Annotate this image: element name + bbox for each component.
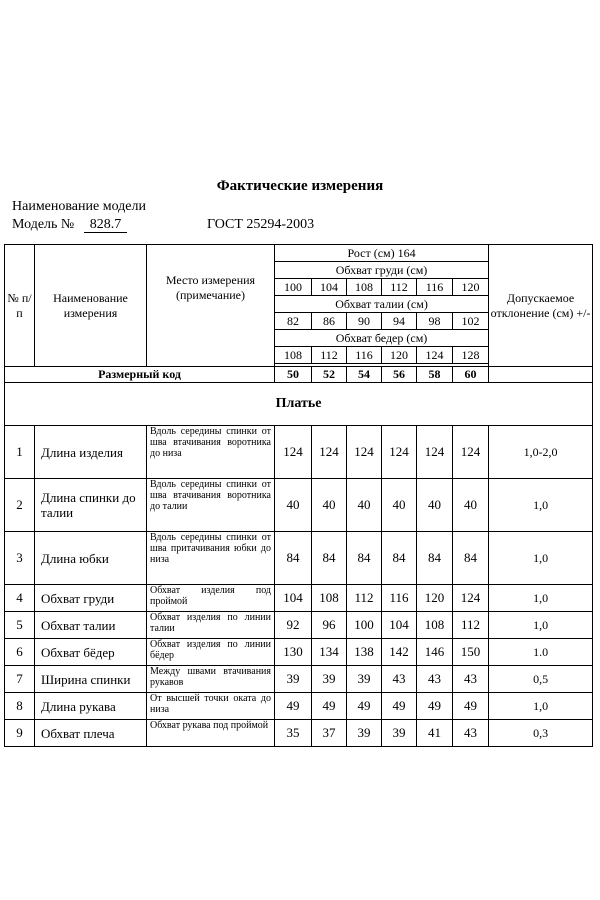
- measurement-value: 43: [453, 720, 489, 747]
- header-waist: Обхват талии (см): [275, 296, 489, 313]
- chest-value: 108: [347, 279, 382, 296]
- measurement-place: [147, 479, 275, 532]
- measurement-place-text: Обхват изделия по линии талии: [150, 612, 271, 634]
- measurement-value: 37: [312, 720, 347, 747]
- row-number: 2: [5, 479, 35, 532]
- measurement-name: Обхват груди: [35, 585, 147, 612]
- row-number: 3: [5, 532, 35, 585]
- measurement-value: 104: [275, 585, 312, 612]
- measurement-value: 116: [382, 585, 417, 612]
- row-number: 7: [5, 666, 35, 693]
- row-number: 4: [5, 585, 35, 612]
- size-code: 52: [312, 367, 347, 383]
- measurement-place-text: Обхват изделия под проймой: [150, 585, 271, 607]
- measurement-place: [147, 426, 275, 479]
- measurement-place: [147, 666, 275, 693]
- measurement-value: 40: [417, 479, 453, 532]
- hips-value: 128: [453, 347, 489, 364]
- chest-value: 100: [275, 279, 312, 296]
- measurement-value: 49: [312, 693, 347, 720]
- measurement-place: [147, 639, 275, 666]
- measurement-value: 124: [312, 426, 347, 479]
- measurement-name: Длина рукава: [35, 693, 147, 720]
- measurement-value: 39: [382, 720, 417, 747]
- waist-value: 98: [417, 313, 453, 330]
- table-row: [5, 426, 593, 479]
- measurement-place-text: От высшей точки оката до низа: [150, 693, 271, 715]
- measurement-value: 40: [382, 479, 417, 532]
- measurement-value: 108: [417, 612, 453, 639]
- header-chest: Обхват груди (см): [275, 262, 489, 279]
- measurement-value: 124: [382, 426, 417, 479]
- measurement-value: 124: [275, 426, 312, 479]
- size-code: 54: [347, 367, 382, 383]
- measurement-value: 49: [417, 693, 453, 720]
- measurement-name: Обхват плеча: [35, 720, 147, 747]
- model-number-line: [12, 217, 127, 233]
- chest-value: 120: [453, 279, 489, 296]
- waist-value: 94: [382, 313, 417, 330]
- measurement-value: 146: [417, 639, 453, 666]
- measurement-place: [147, 532, 275, 585]
- measurement-place: [147, 612, 275, 639]
- section-title: Платье: [5, 383, 593, 426]
- measurement-value: 104: [382, 612, 417, 639]
- measurement-value: 84: [453, 532, 489, 585]
- measurement-value: 124: [453, 585, 489, 612]
- measurement-value: 40: [275, 479, 312, 532]
- header-number: № п/п: [5, 245, 35, 367]
- tolerance-value: 1,0-2,0: [489, 426, 593, 479]
- measurement-value: 84: [275, 532, 312, 585]
- measurement-place: [147, 693, 275, 720]
- measurement-value: 112: [453, 612, 489, 639]
- measurement-place-text: Обхват рукава под проймой: [150, 720, 269, 731]
- measurement-value: 49: [382, 693, 417, 720]
- hips-value: 108: [275, 347, 312, 364]
- measurement-value: 39: [347, 720, 382, 747]
- measurement-name: Длина юбки: [35, 532, 147, 585]
- section-row: [5, 383, 593, 426]
- table-row: [5, 532, 593, 585]
- size-code: 56: [382, 367, 417, 383]
- tolerance-value: 0,3: [489, 720, 593, 747]
- measurement-value: 39: [347, 666, 382, 693]
- waist-value: 82: [275, 313, 312, 330]
- measurement-place-text: Вдоль середины спинки от шва втачивания воротника до низа: [150, 426, 271, 459]
- table-row: [5, 612, 593, 639]
- tolerance-value: 1,0: [489, 585, 593, 612]
- chest-value: 116: [417, 279, 453, 296]
- table-row: [5, 666, 593, 693]
- size-code: 58: [417, 367, 453, 383]
- measurement-value: 100: [347, 612, 382, 639]
- model-label: Модель №: [12, 217, 75, 232]
- waist-value: 90: [347, 313, 382, 330]
- model-name-label: Наименование модели: [12, 199, 146, 214]
- header-hips: Обхват бедер (см): [275, 330, 489, 347]
- measurement-value: 150: [453, 639, 489, 666]
- tolerance-value: 1.0: [489, 639, 593, 666]
- tolerance-value: 1,0: [489, 479, 593, 532]
- header-measurement-name: Наименование измерения: [35, 245, 147, 367]
- measurement-value: 84: [382, 532, 417, 585]
- chest-value: 112: [382, 279, 417, 296]
- hips-value: 124: [417, 347, 453, 364]
- measurement-name: Ширина спинки: [35, 666, 147, 693]
- measurement-name: Обхват талии: [35, 612, 147, 639]
- measurement-name: Длина спинки до талии: [35, 479, 147, 532]
- measurement-value: 134: [312, 639, 347, 666]
- hips-value: 116: [347, 347, 382, 364]
- measurement-place-text: Вдоль середины спинки от шва втачивания воротника до талии: [150, 479, 271, 512]
- table-row: [5, 720, 593, 747]
- row-number: 9: [5, 720, 35, 747]
- measurement-value: 84: [417, 532, 453, 585]
- chest-value: 104: [312, 279, 347, 296]
- measurement-value: 112: [347, 585, 382, 612]
- measurement-value: 84: [312, 532, 347, 585]
- header-height: Рост (см) 164: [275, 245, 489, 262]
- gost-standard: ГОСТ 25294-2003: [207, 217, 315, 232]
- hips-value: 112: [312, 347, 347, 364]
- measurement-value: 49: [347, 693, 382, 720]
- measurement-value: 138: [347, 639, 382, 666]
- header-tolerance: Допускаемое отклонение (см) +/-: [489, 245, 593, 367]
- measurement-place-text: Между швами втачивания рукавов: [150, 666, 271, 688]
- measurement-value: 124: [417, 426, 453, 479]
- measurement-value: 108: [312, 585, 347, 612]
- measurement-value: 43: [382, 666, 417, 693]
- measurement-value: 35: [275, 720, 312, 747]
- header-measurement-place: Место измерения (примечание): [147, 245, 275, 367]
- tolerance-value: 0,5: [489, 666, 593, 693]
- measurement-value: 49: [453, 693, 489, 720]
- waist-value: 102: [453, 313, 489, 330]
- row-number: 8: [5, 693, 35, 720]
- measurement-value: 39: [275, 666, 312, 693]
- row-number: 6: [5, 639, 35, 666]
- measurement-value: 124: [453, 426, 489, 479]
- size-code: 60: [453, 367, 489, 383]
- measurement-value: 120: [417, 585, 453, 612]
- measurement-name: Обхват бёдер: [35, 639, 147, 666]
- table-row: [5, 639, 593, 666]
- measurement-place: [147, 720, 275, 747]
- measurement-place-text: Вдоль середины спинки от шва притачивания юбки до низа: [150, 532, 271, 565]
- measurement-place: [147, 585, 275, 612]
- measurement-value: 40: [312, 479, 347, 532]
- table-row: [5, 585, 593, 612]
- measurement-value: 43: [417, 666, 453, 693]
- table-row: [5, 693, 593, 720]
- size-code: 50: [275, 367, 312, 383]
- hips-value: 120: [382, 347, 417, 364]
- measurements-table: [4, 244, 593, 747]
- measurement-name: Длина изделия: [35, 426, 147, 479]
- measurement-value: 43: [453, 666, 489, 693]
- tolerance-value: 1,0: [489, 532, 593, 585]
- measurement-value: 130: [275, 639, 312, 666]
- measurement-place-text: Обхват изделия по линии бёдер: [150, 639, 271, 661]
- measurement-value: 40: [453, 479, 489, 532]
- measurement-value: 49: [275, 693, 312, 720]
- tolerance-value: 1,0: [489, 612, 593, 639]
- model-number: 828.7: [84, 218, 128, 233]
- measurement-value: 96: [312, 612, 347, 639]
- measurement-value: 124: [347, 426, 382, 479]
- table-row: [5, 479, 593, 532]
- measurement-value: 84: [347, 532, 382, 585]
- row-number: 1: [5, 426, 35, 479]
- measurement-value: 142: [382, 639, 417, 666]
- row-number: 5: [5, 612, 35, 639]
- measurement-value: 40: [347, 479, 382, 532]
- measurement-value: 41: [417, 720, 453, 747]
- size-code-label: Размерный код: [5, 367, 275, 383]
- measurement-value: 92: [275, 612, 312, 639]
- waist-value: 86: [312, 313, 347, 330]
- measurement-value: 39: [312, 666, 347, 693]
- page-title: Фактические измерения: [216, 178, 384, 194]
- tolerance-value: 1,0: [489, 693, 593, 720]
- size-code-row: [5, 367, 593, 383]
